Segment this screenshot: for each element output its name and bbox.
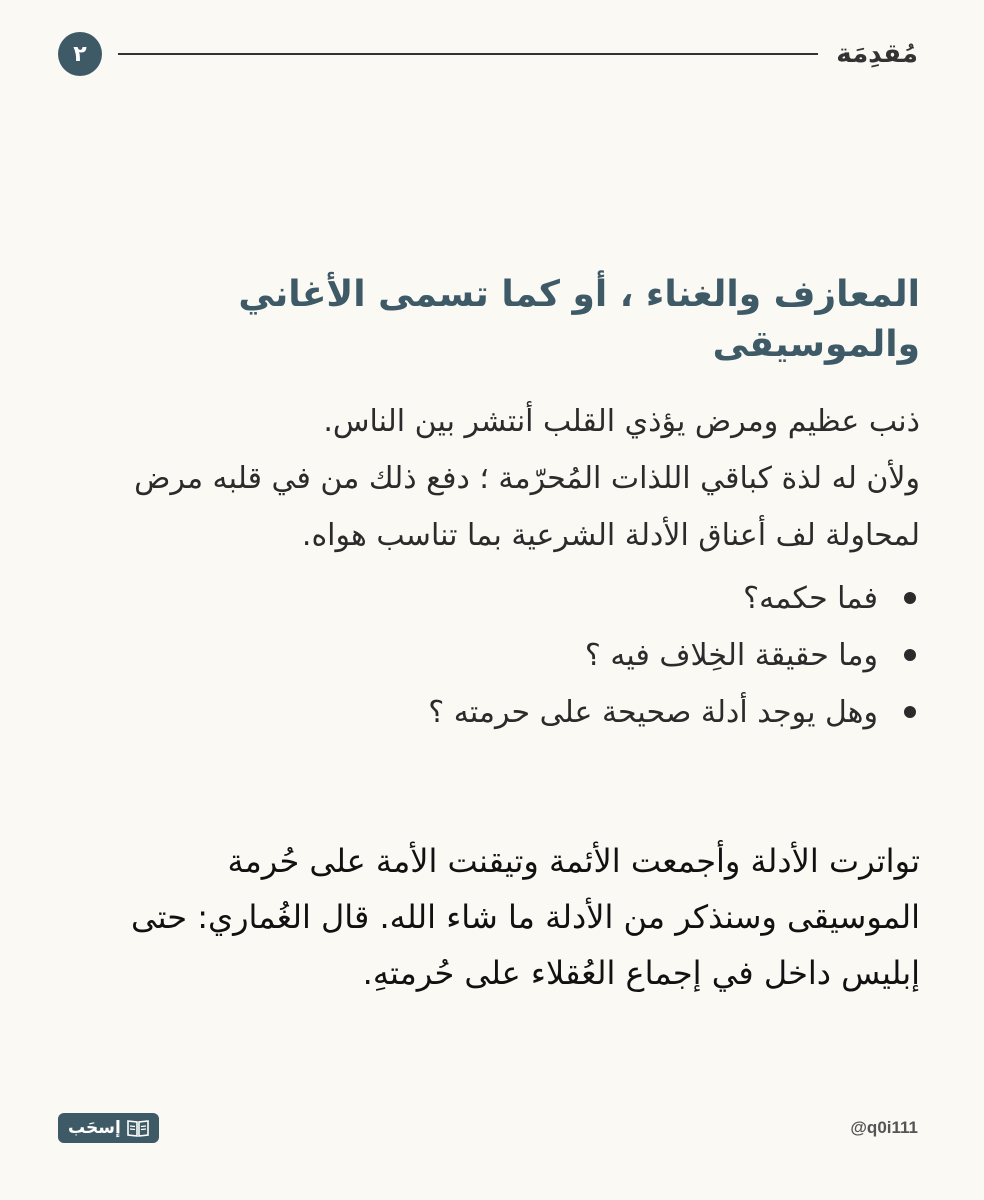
question-text: فما حكمه؟: [743, 580, 878, 616]
question-item: [60, 627, 920, 684]
conclusion-paragraph: [60, 833, 920, 1001]
page-number-badge: [58, 32, 102, 76]
bullet-icon: [904, 649, 916, 661]
questions-list: [60, 570, 920, 741]
page-footer: [58, 1110, 918, 1146]
swipe-label: إسحَب: [68, 1118, 121, 1138]
header-divider: [118, 53, 818, 55]
question-item: [60, 570, 920, 627]
intro-line: لمحاولة لف أعناق الأدلة الشرعية بما تناسب هواه.: [301, 517, 920, 553]
question-text: وهل يوجد أدلة صحيحة على حرمته ؟: [428, 694, 878, 730]
page-header: [58, 30, 918, 78]
intro-line: ذنب عظيم ومرض يؤذي القلب أنتشر بين الناس.: [323, 403, 920, 439]
conclusion-line: الموسيقى وسنذكر من الأدلة ما شاء الله. قال الغُماري: حتى: [130, 897, 920, 936]
bullet-icon: [904, 592, 916, 604]
conclusion-line: تواترت الأدلة وأجمعت الأئمة وتيقنت الأمة على حُرمة: [227, 841, 920, 880]
section-title: مُقدِمَة: [836, 39, 918, 69]
book-icon: [127, 1119, 149, 1137]
page-number: ٢: [73, 41, 87, 67]
intro-line: ولأن له لذة كباقي اللذات المُحرّمة ؛ دفع ذلك من في قلبه مرض: [134, 460, 920, 496]
account-handle: @q0i111: [850, 1118, 918, 1137]
intro-paragraph: [60, 393, 920, 564]
swipe-button[interactable]: [58, 1113, 159, 1143]
conclusion-line: إبليس داخل في إجماع العُقلاء على حُرمتهِ.: [362, 953, 920, 992]
question-item: [60, 684, 920, 741]
bullet-icon: [904, 706, 916, 718]
question-text: وما حقيقة الخِلاف فيه ؟: [584, 637, 878, 673]
main-heading: المعازف والغناء ، أو كما تسمى الأغاني والموسيقى: [238, 274, 920, 366]
main-content: [60, 270, 920, 1001]
